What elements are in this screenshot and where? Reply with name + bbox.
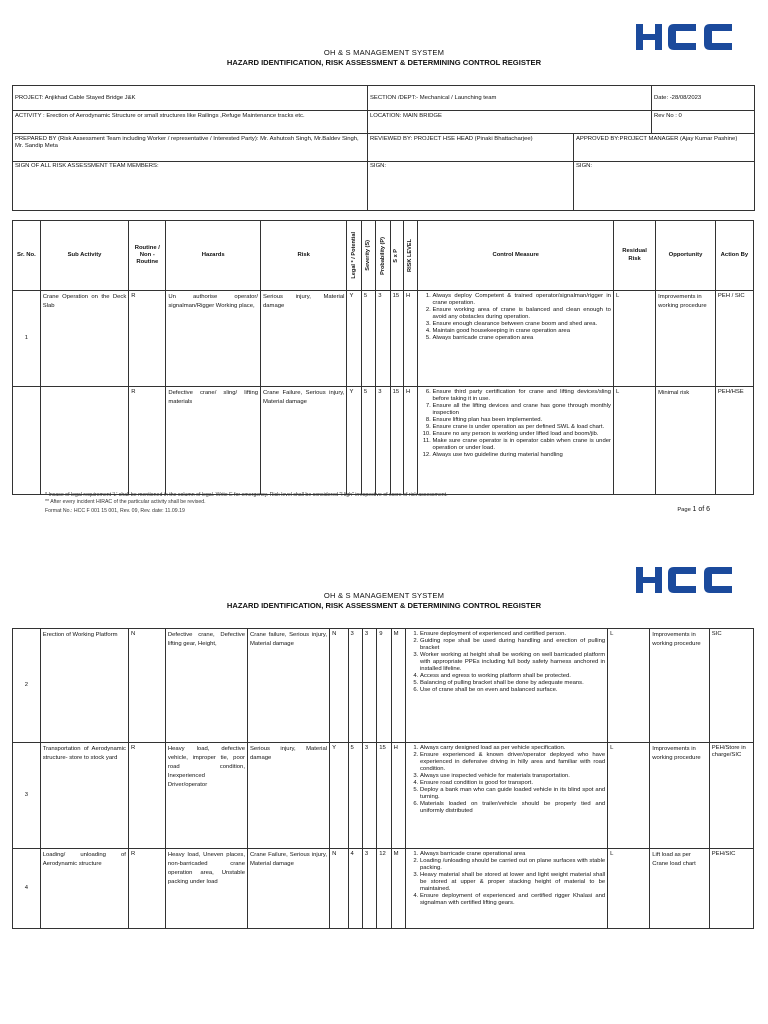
sr-cell: 2 xyxy=(13,629,41,743)
control-item: 3. Always use inspected vehicle for materials transportation. xyxy=(420,773,605,780)
control-list xyxy=(408,631,605,695)
reviewed-cell: REVIEWED BY: PROJECT HSE HEAD (Pinaki Bhattacharjee) xyxy=(368,134,574,161)
sub-activity-cell xyxy=(40,387,129,495)
legal-cell: Y xyxy=(347,387,361,495)
residual-risk-cell: L xyxy=(608,629,650,743)
residual-risk-cell: L xyxy=(613,387,655,495)
probability-cell: 3 xyxy=(362,849,376,929)
legal-cell: Y xyxy=(330,743,348,849)
risk-cell: Serious injury, Material damage xyxy=(247,743,329,849)
probability-cell: 3 xyxy=(376,291,390,387)
control-item: 5. Balancing of pulling bracket shall be done by adequate means. xyxy=(420,680,605,687)
control-item: 6. Use of crane shall be on even and balanced surface. xyxy=(420,687,605,694)
col-severity: Severity (S) xyxy=(361,221,375,291)
hazards-cell: Defective crane/ sling/ lifting materials xyxy=(166,387,261,495)
col-action: Action By xyxy=(715,221,753,291)
control-list xyxy=(420,293,611,343)
residual-risk-cell: L xyxy=(608,743,650,849)
sub-activity-cell: Erection of Working Platform xyxy=(40,629,128,743)
risk-table-page-2 xyxy=(12,628,754,929)
sr-cell: 1 xyxy=(13,291,41,387)
legal-cell: Y xyxy=(347,291,361,387)
sr-cell: 4 xyxy=(13,849,41,929)
control-item: 9. Ensure crane is under operation as per defined SWL & load chart. xyxy=(432,424,611,431)
info-table xyxy=(12,85,755,211)
risk-cell: Crane Failure, Serious injury, Material damage xyxy=(247,849,329,929)
control-item: 1. Always carry designed load as per vehicle specification. xyxy=(420,745,605,752)
footnote-incident: ** After every incident HIRAC of the particular activity shall be revised. xyxy=(45,499,206,505)
risk-level-cell: H xyxy=(404,291,418,387)
prepared-cell: PREPARED BY (Risk Assessment Team including Worker / representative / Interested Party): Mr. Ashutosh Singh, Mr.Baldev Singh, Mr. Sandip Meta xyxy=(13,134,368,161)
probability-cell: 3 xyxy=(362,743,376,849)
risk-level-cell: H xyxy=(404,387,418,495)
register-title: HAZARD IDENTIFICATION, RISK ASSESSMENT & DETERMINING CONTROL REGISTER xyxy=(226,58,542,67)
rev-cell: Rev No : 0 xyxy=(652,111,755,134)
control-item: 5. Deploy a bank man who can guide loaded vehicle in its blind spot and turning. xyxy=(420,787,605,801)
control-item: 4. Ensure deployment of experienced and certified rigger Khalasi and signalman with certified lifting gears. xyxy=(420,893,605,907)
control-item: 3. Heavy material shall be stored at lower and light weight material shall be stored at upper & proper stacking height of material to be maintained. xyxy=(420,872,605,893)
control-measure-cell xyxy=(405,743,607,849)
opportunity-cell: Lift load as per Crane load chart xyxy=(650,849,710,929)
control-item: 6. Materials loaded on trailer/vehicle should be properly tied and uniformly distributed xyxy=(420,801,605,815)
control-item: 1. Always deploy Competent & trained operator/signalman/rigger in crane operation. xyxy=(432,293,611,307)
control-list xyxy=(408,851,605,908)
col-sr: Sr. No. xyxy=(13,221,41,291)
risk-cell: Crane Failure, Serious injury, Material damage xyxy=(261,387,347,495)
sub-activity-cell: Loading/ unloading of Aerodynamic structure xyxy=(40,849,128,929)
action-by-cell: SIC xyxy=(709,629,753,743)
page-2 xyxy=(0,530,768,1024)
col-sub-activity: Sub Activity xyxy=(40,221,129,291)
probability-cell: 3 xyxy=(362,629,376,743)
register-title: HAZARD IDENTIFICATION, RISK ASSESSMENT & DETERMINING CONTROL REGISTER xyxy=(226,601,542,610)
col-control: Control Measure xyxy=(418,221,614,291)
section-cell: SECTION /DEPT:- Mechanical / Launching team xyxy=(368,86,652,111)
routine-cell: R xyxy=(128,849,165,929)
activity-cell: ACTIVITY : Erection of Aerodynamic Structure or small structures like Railings ,Refuge Maintenance tracks etc. xyxy=(13,111,368,134)
col-risk-level: RISK LEVEL xyxy=(404,221,418,291)
page-number: Page 1 of 6 xyxy=(677,506,710,513)
routine-cell: R xyxy=(129,291,166,387)
control-measure-cell xyxy=(418,387,614,495)
footnote-legal: * Incase of legal requirement 'L' shall be mentioned in the column of legal. Write E for emergency. Risk level shall be considered "High" irrespective of score of risk assessment. xyxy=(45,492,448,498)
sxp-cell: 12 xyxy=(377,849,391,929)
table-row xyxy=(13,387,754,495)
sign-cell-1: SIGN: xyxy=(368,161,574,210)
system-title: OH & S MANAGEMENT SYSTEM xyxy=(323,591,445,600)
control-measure-cell xyxy=(418,291,614,387)
control-item: 3. Worker working at height shall be working on well barricaded platform with appropriate PPEs including full body safety harness anchored in installed lifeline. xyxy=(420,652,605,673)
control-item: 2. Guiding rope shall be used during handling and erection of pulling bracket xyxy=(420,638,605,652)
col-probability: Probability (P) xyxy=(376,221,390,291)
probability-cell: 3 xyxy=(376,387,390,495)
control-list xyxy=(420,389,611,460)
control-measure-cell xyxy=(405,629,607,743)
opportunity-cell: Minimal risk xyxy=(656,387,716,495)
control-item: 1. Always barricade crane operational area xyxy=(420,851,605,858)
routine-cell: R xyxy=(128,743,165,849)
control-item: 11. Make sure crane operator is in operator cabin when crane is under operation or under load. xyxy=(432,438,611,452)
action-by-cell: PEH/HSE xyxy=(715,387,753,495)
control-item: 7. Ensure all the lifting devices and crane has gone through monthly inspection xyxy=(432,403,611,417)
severity-cell: 5 xyxy=(361,387,375,495)
sr-cell xyxy=(13,387,41,495)
sr-cell: 3 xyxy=(13,743,41,849)
risk-cell: Serious injury, Material damage xyxy=(261,291,347,387)
sxp-cell: 15 xyxy=(390,387,403,495)
col-hazards: Hazards xyxy=(166,221,261,291)
routine-cell: R xyxy=(129,387,166,495)
control-item: 2. Ensure working area of crane is balanced and clean enough to avoid any obstacles during operation. xyxy=(432,307,611,321)
system-title: OH & S MANAGEMENT SYSTEM xyxy=(323,48,445,57)
approved-cell: APPROVED BY:PROJECT MANAGER (Ajay Kumar Pashine) xyxy=(574,134,755,161)
opportunity-cell: Improvements in working procedure xyxy=(650,743,710,849)
control-item: 10. Ensure no any person is working under lifted load and boom/jib. xyxy=(432,431,611,438)
opportunity-cell: Improvements in working procedure xyxy=(650,629,710,743)
control-item: 2. Loading /unloading should be carried out on plane surfaces with stable packing. xyxy=(420,858,605,872)
control-item: 6. Ensure third party certification for crane and lifting devices/sling before taking it in use. xyxy=(432,389,611,403)
control-item: 12. Always use two guideline during material handling xyxy=(432,452,611,459)
legal-cell: N xyxy=(330,629,348,743)
control-item: 5. Always barricade crane operation area xyxy=(432,335,611,342)
hazards-cell: Defective crane, Defective lifting gear, Height, xyxy=(165,629,247,743)
risk-level-cell: M xyxy=(391,849,405,929)
severity-cell: 3 xyxy=(348,629,362,743)
legal-cell: N xyxy=(330,849,348,929)
opportunity-cell: Improvements in working procedure xyxy=(656,291,716,387)
location-cell: LOCATION: MAIN BRIDGE xyxy=(368,111,652,134)
col-residual: Residual Risk xyxy=(613,221,655,291)
sub-activity-cell: Crane Operation on the Deck Slab xyxy=(40,291,129,387)
control-list xyxy=(408,745,605,816)
hazards-cell: Un authorise operator/ signalman/Rigger Working place, xyxy=(166,291,261,387)
routine-cell: N xyxy=(128,629,165,743)
risk-table-page-1 xyxy=(12,220,754,495)
severity-cell: 5 xyxy=(361,291,375,387)
control-item: 3. Ensure enough clearance between crane boom and shed area. xyxy=(432,321,611,328)
action-by-cell: PEH/SIC xyxy=(709,849,753,929)
col-legal: Legal * / Potential xyxy=(347,221,361,291)
hazards-cell: Heavy load, Uneven places, non-barricaded crane operation area, Unstable packing under load xyxy=(165,849,247,929)
severity-cell: 5 xyxy=(348,743,362,849)
action-by-cell: PEH/Store in charge/SIC xyxy=(709,743,753,849)
project-cell: PROJECT: Anjikhad Cable Stayed Bridge J&K xyxy=(13,86,368,111)
table-row xyxy=(13,629,754,743)
action-by-cell: PEH / SIC xyxy=(715,291,753,387)
col-risk: Risk xyxy=(261,221,347,291)
control-item: 2. Ensure experienced & known driver/operator deployed who have experienced in defensive driving in hilly area and familiar with road condition. xyxy=(420,752,605,773)
col-sxp: S x P xyxy=(390,221,403,291)
sxp-cell: 15 xyxy=(377,743,391,849)
control-item: 4. Access and egress to working platform shall be protected. xyxy=(420,673,605,680)
sign-cell-2: SIGN: xyxy=(574,161,755,210)
sign-team-cell: SIGN OF ALL RISK ASSESSMENT TEAM MEMBERS: xyxy=(13,161,368,210)
control-item: 4. Maintain good housekeeping in crane operation area xyxy=(432,328,611,335)
format-number: Format No.: HCC F 001 15 001, Rev. 09, Rev. date: 11.09.19 xyxy=(45,508,185,514)
risk-level-cell: M xyxy=(391,629,405,743)
sxp-cell: 15 xyxy=(390,291,403,387)
col-opportunity: Opportunity xyxy=(656,221,716,291)
residual-risk-cell: L xyxy=(613,291,655,387)
risk-cell: Crane failure, Serious injury, Material damage xyxy=(247,629,329,743)
sub-activity-cell: Transportation of Aerodynamic structure- store to stock yard xyxy=(40,743,128,849)
table-row xyxy=(13,291,754,387)
control-item: 8. Ensure lifting plan has been implemented. xyxy=(432,417,611,424)
table-row xyxy=(13,849,754,929)
control-item: 4. Ensure road condition is good for transport. xyxy=(420,780,605,787)
risk-level-cell: H xyxy=(391,743,405,849)
control-item: 1. Ensure deployment of experienced and certified person. xyxy=(420,631,605,638)
col-routine: Routine / Non - Routine xyxy=(129,221,166,291)
date-cell: Date: -28/08/2023 xyxy=(652,86,755,111)
hazards-cell: Heavy load, defective vehicle, improper tie, poor road condition, Inexperienced Driver/operator xyxy=(165,743,247,849)
severity-cell: 4 xyxy=(348,849,362,929)
residual-risk-cell: L xyxy=(608,849,650,929)
control-measure-cell xyxy=(405,849,607,929)
sxp-cell: 9 xyxy=(377,629,391,743)
table-row xyxy=(13,743,754,849)
